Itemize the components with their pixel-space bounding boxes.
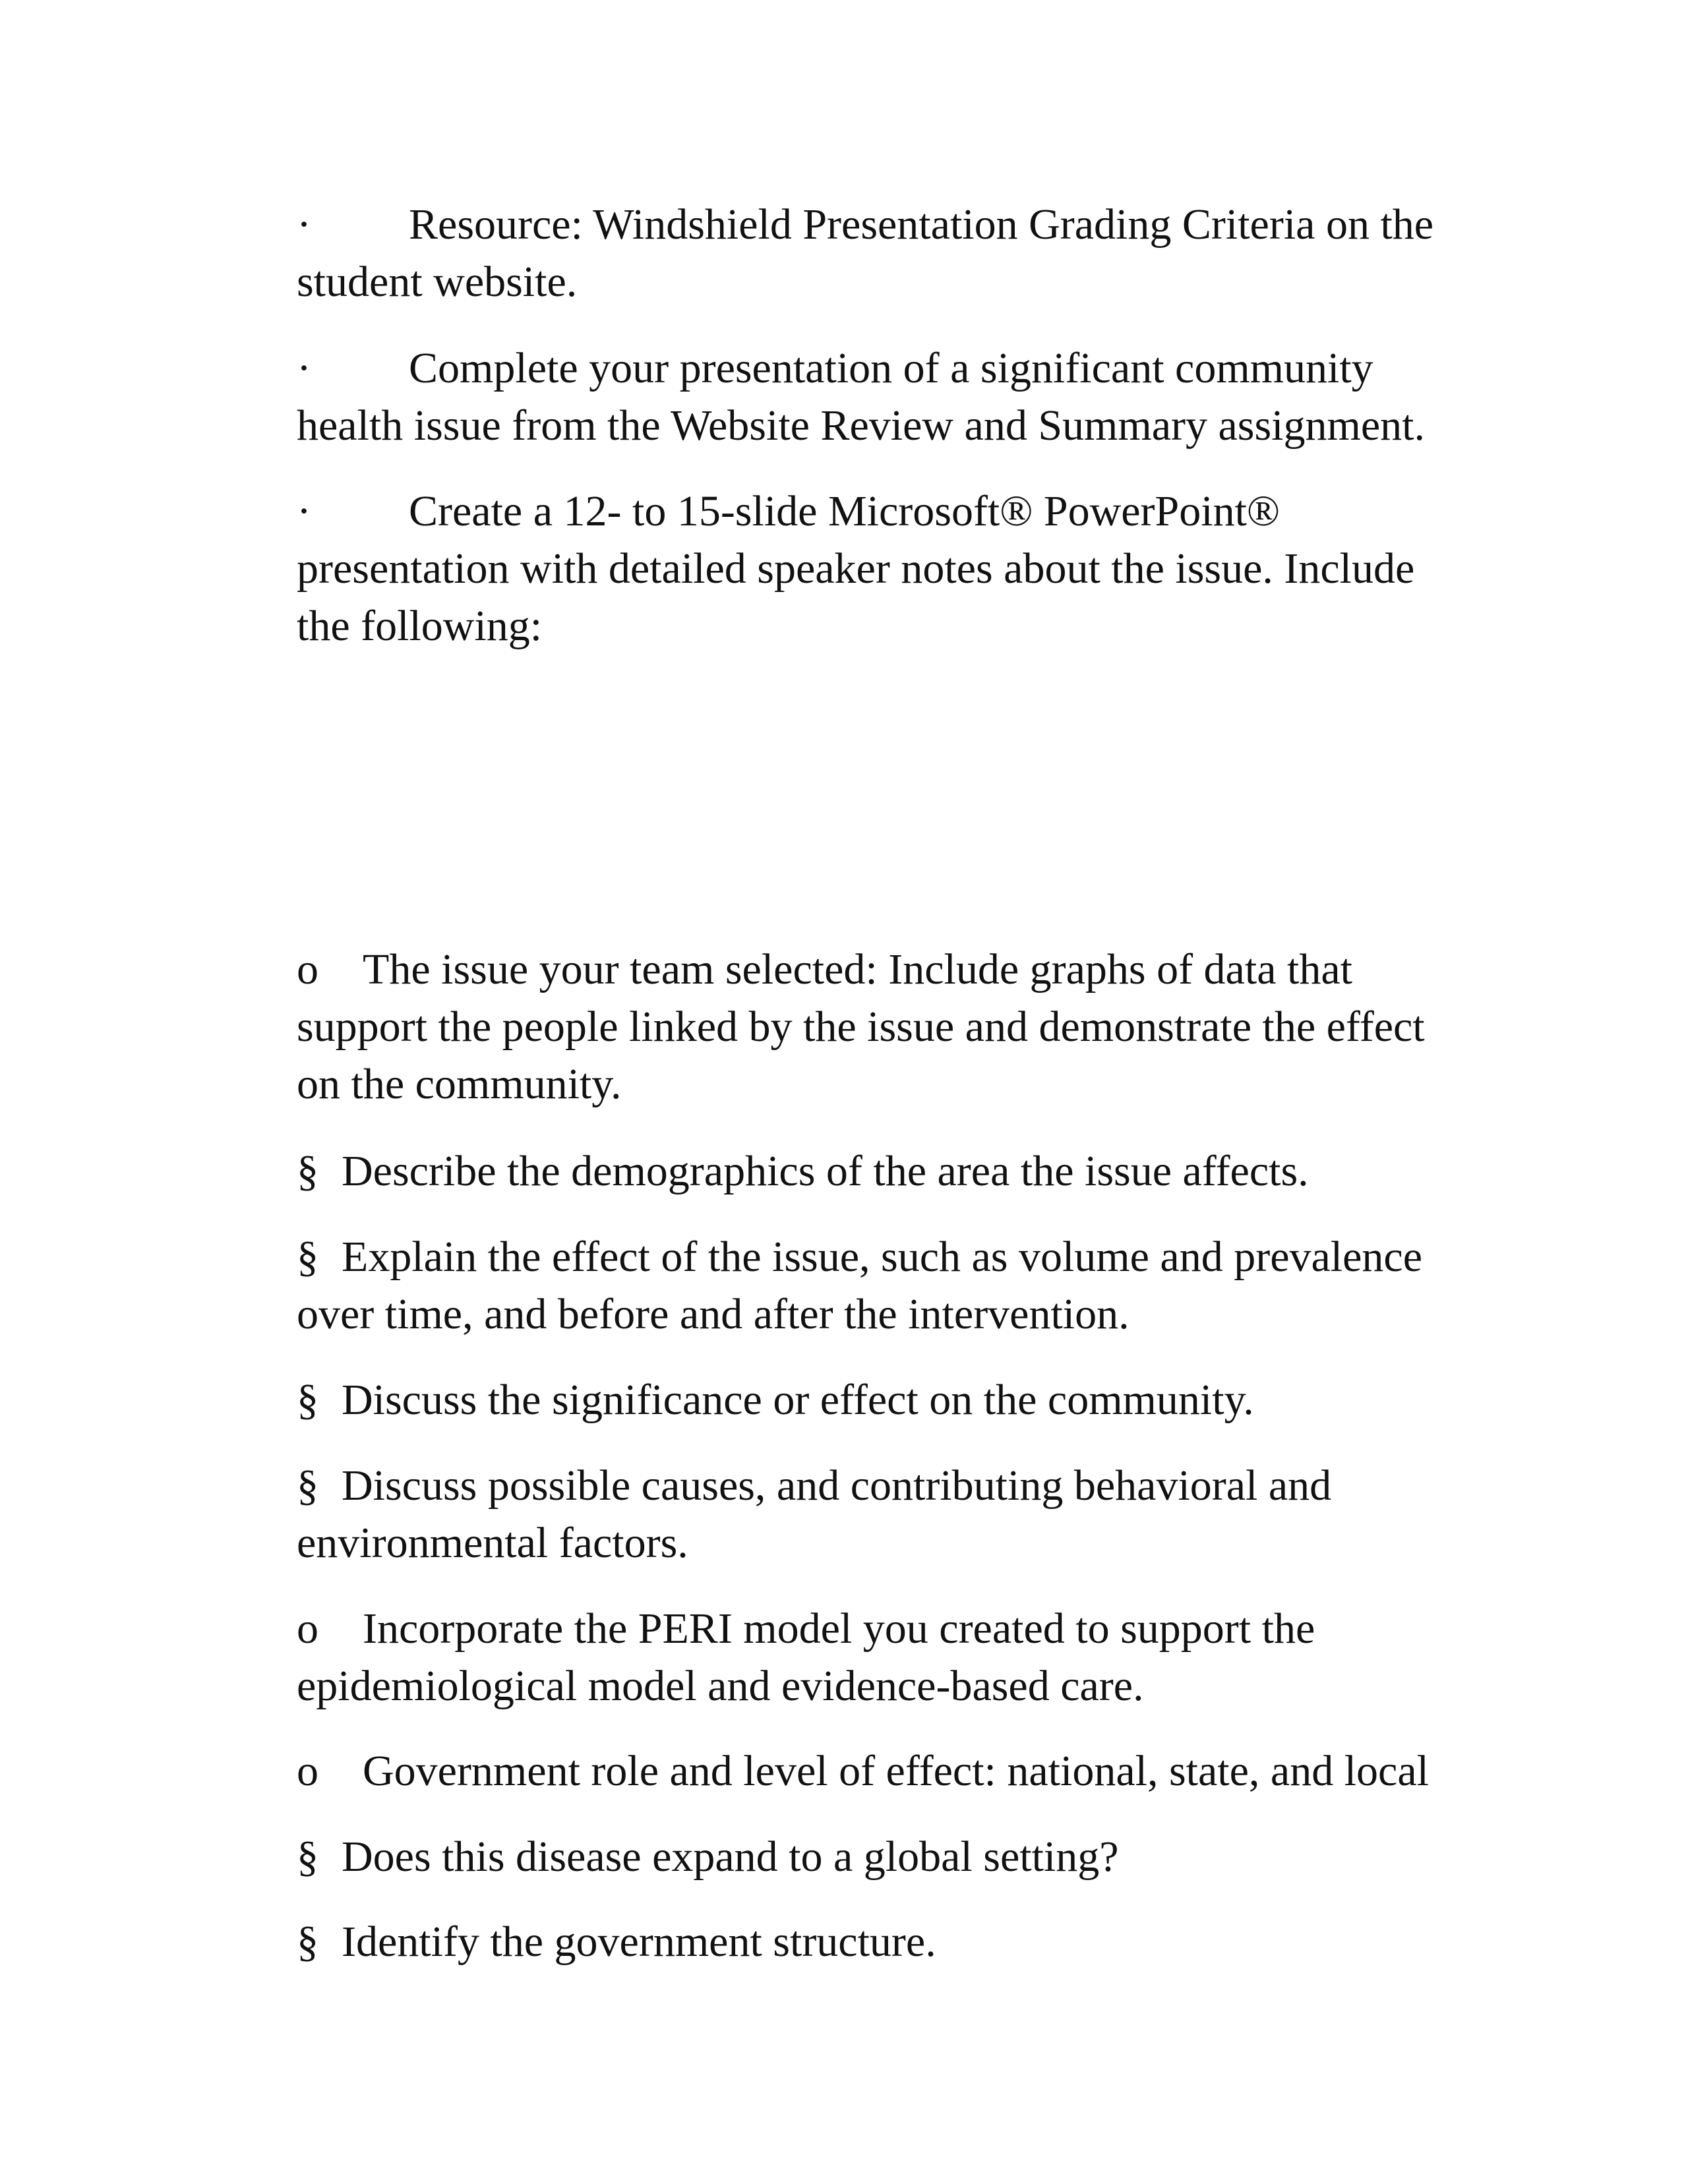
section-item-causes xyxy=(297,1457,1457,1572)
circle-marker: o xyxy=(297,945,318,993)
circle-marker: o xyxy=(297,1605,318,1653)
bullet-dot-marker: · xyxy=(297,487,311,535)
subitem-text-line: on the community. xyxy=(297,1060,622,1108)
section-item-demographics xyxy=(297,1142,1457,1200)
section-item-text: Does this disease expand to a global setting? xyxy=(342,1833,1119,1881)
bullet-text-line: Create a 12- to 15-slide Microsoft® PowerPoint® xyxy=(409,487,1281,535)
section-item-government-structure xyxy=(297,1913,1457,1970)
bullet-dot-marker: · xyxy=(297,200,311,249)
section-item-effect xyxy=(297,1228,1457,1343)
subitem-text-line: Incorporate the PERI model you created to support the xyxy=(363,1605,1315,1653)
bullet-text-line: Complete your presentation of a significant community xyxy=(409,344,1373,392)
bullet-resource xyxy=(297,196,1457,310)
section-marker: § xyxy=(297,1233,318,1281)
section-item-text: over time, and before and after the intervention. xyxy=(297,1290,1130,1338)
section-item-global-setting xyxy=(297,1828,1457,1885)
bullet-text-line: student website. xyxy=(297,258,578,306)
section-marker: § xyxy=(297,1376,318,1424)
bullet-text-line: Resource: Windshield Presentation Grading Criteria on the xyxy=(409,200,1434,249)
subitem-issue-selected xyxy=(297,941,1457,1113)
section-marker: § xyxy=(297,1833,318,1881)
circle-marker: o xyxy=(297,1747,318,1795)
section-item-text: Explain the effect of the issue, such as volume and prevalence xyxy=(342,1233,1423,1281)
section-item-text: Discuss the significance or effect on the community. xyxy=(342,1376,1254,1424)
bullet-complete-presentation xyxy=(297,339,1457,454)
bullet-text-line: the following: xyxy=(297,602,543,650)
bullet-text-line: presentation with detailed speaker notes about the issue. Include xyxy=(297,545,1415,593)
subitem-government-role xyxy=(297,1742,1457,1800)
bullet-text-line: health issue from the Website Review and Summary assignment. xyxy=(297,401,1425,450)
subitem-text-line: The issue your team selected: Include graphs of data that xyxy=(363,945,1352,993)
section-marker: § xyxy=(297,1918,318,1966)
section-item-significance xyxy=(297,1371,1457,1429)
subitem-text-line: Government role and level of effect: national, state, and local xyxy=(363,1747,1429,1795)
subitem-text-line: epidemiological model and evidence-based care. xyxy=(297,1662,1144,1710)
subitem-text-line: support the people linked by the issue and demonstrate the effect xyxy=(297,1003,1425,1051)
section-marker: § xyxy=(297,1147,318,1195)
section-marker: § xyxy=(297,1461,318,1510)
section-item-text: Describe the demographics of the area the issue affects. xyxy=(342,1147,1309,1195)
subitem-peri-model xyxy=(297,1600,1457,1715)
section-item-text: Discuss possible causes, and contributing behavioral and xyxy=(342,1461,1332,1510)
bullet-dot-marker: · xyxy=(297,344,311,392)
section-item-text: Identify the government structure. xyxy=(342,1918,936,1966)
bullet-create-slides xyxy=(297,483,1457,655)
section-item-text: environmental factors. xyxy=(297,1519,688,1567)
